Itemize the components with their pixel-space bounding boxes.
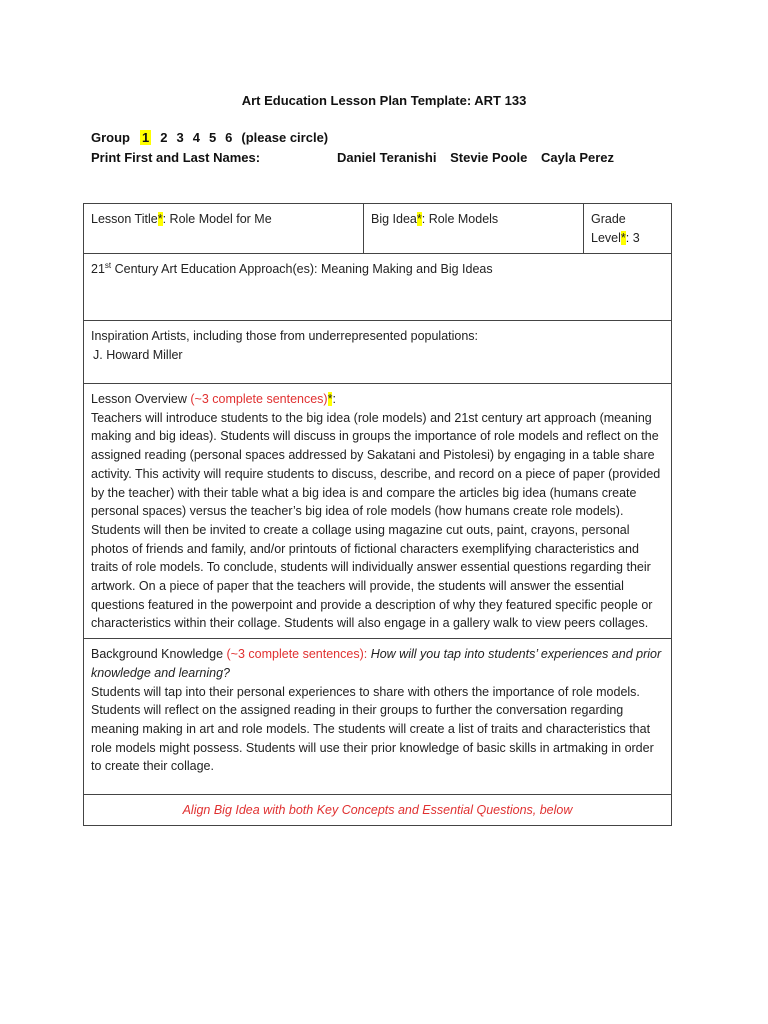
group-number-2[interactable]: 2 (160, 130, 168, 145)
group-number-5[interactable]: 5 (208, 130, 217, 145)
document-title: Art Education Lesson Plan Template: ART 133 (241, 93, 527, 108)
inspiration-artist: J. Howard Miller (93, 347, 183, 362)
background-label: Background Knowledge (91, 647, 227, 662)
lesson-title-label: Lesson Title (91, 212, 158, 226)
overview-colon: : (332, 392, 336, 406)
background-note: (~3 complete sentences): (226, 647, 368, 662)
grade-level-cell (584, 204, 672, 254)
group-note: (please circle) (241, 130, 329, 145)
background-cell (84, 639, 672, 795)
overview-note: (~3 complete sentences) (190, 392, 328, 406)
level-label: Level (591, 230, 621, 245)
inspiration-label: Inspiration Artists, including those from underrepresented populations: (91, 329, 479, 343)
approach-prefix: 21 (91, 262, 105, 276)
approach-text: Century Art Education Approach(es): Meaning Making and Big Ideas (111, 262, 493, 276)
lesson-title-cell (84, 204, 364, 254)
group-number-6[interactable]: 6 (225, 130, 233, 145)
big-idea-value: : Role Models (421, 212, 499, 226)
student-name: Stevie Poole (450, 150, 528, 165)
grade-value: : 3 (625, 230, 640, 245)
big-idea-label: Big Idea (371, 212, 417, 226)
overview-cell (84, 384, 672, 639)
lesson-plan-table (83, 203, 672, 826)
required-asterisk: * (157, 212, 163, 226)
group-label: Group (91, 130, 130, 145)
group-number-3[interactable]: 3 (176, 130, 184, 145)
overview-body: Teachers will introduce students to the big idea (role models) and 21st century art approach (meaning making and big ideas). Students will discuss in groups the importance of role models and reflect on the assigned reading (personal spaces addressed by Sakatani and Pistolesi) by engaging in a table share activity. This activity will require students to discuss, describe, and record on a piece of paper (provided by the teacher) with their table what a big idea is and compare the articles big idea (humans create personal spaces) versus the teacher’s big idea of role models (how humans create role models). Students will then be invited to create a collage using magazine cut outs, paint, crayons, personal photos of friends and family, and/or printouts of fictional characters exemplifying characteristics and traits of role models. To conclude, students will individually answer essential questions regarding their artwork. On a piece of paper that the teachers will provide, the students will answer the essential questions featured in the powerpoint and provide a description of why they featured specific people or characteristics within their collage. Students will also engage in a gallery walk to view peers collages. (91, 410, 661, 631)
lesson-title-value: : Role Model for Me (162, 212, 272, 226)
group-selector (91, 130, 328, 145)
big-idea-cell (364, 204, 584, 254)
approach-sup: st (104, 260, 112, 270)
overview-label: Lesson Overview (91, 392, 191, 406)
required-asterisk: * (620, 230, 626, 245)
align-note-cell: Align Big Idea with both Key Concepts and Essential Questions, below (84, 795, 672, 826)
names-line (91, 150, 615, 165)
student-name: Cayla Perez (541, 150, 615, 165)
required-asterisk: * (416, 212, 422, 226)
approach-cell (84, 254, 672, 321)
grade-label: Grade (591, 212, 626, 226)
names-label: Print First and Last Names: (91, 150, 261, 165)
required-asterisk: * (327, 392, 333, 406)
inspiration-cell (84, 321, 672, 384)
background-question: How will you tap into students’ experiences and prior knowledge and learning? (91, 647, 662, 680)
group-number-4[interactable]: 4 (192, 130, 200, 145)
student-name: Daniel Teranishi (337, 150, 437, 165)
names-list (337, 150, 624, 165)
background-body: Students will tap into their personal experiences to share with others the importance of role models. Students will reflect on the assigned reading in their groups to further the conversation regarding meaning making in art and role models. The students will create a list of traits and characteristics that role models might possess. Students will use their prior knowledge of basic skills in artmaking in order to create their collage. (91, 684, 654, 774)
group-number-1[interactable]: 1 (142, 130, 150, 145)
